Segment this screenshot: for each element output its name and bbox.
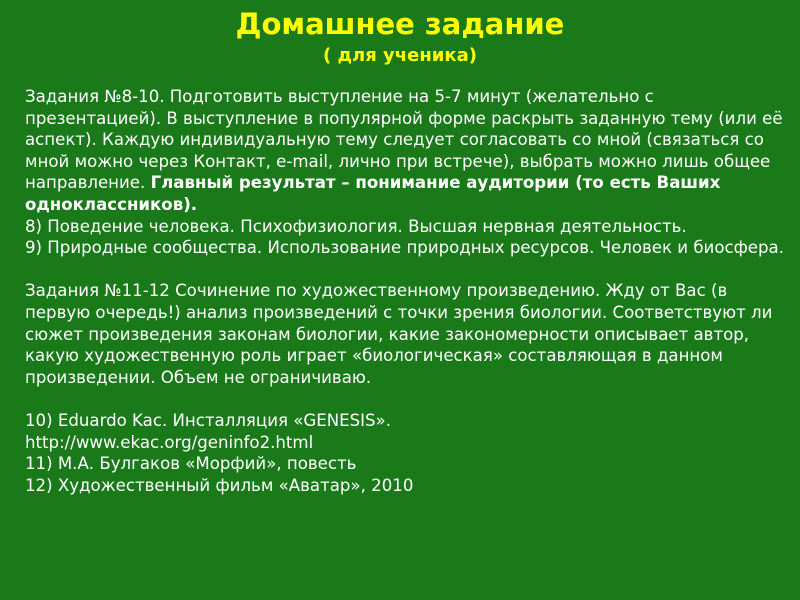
- tasks-8-10-text: Задания №8-10. Подготовить выступление на 5-7 минут (желательно с презентацией). В выступление в популярной форме раскрыть заданную тему (или её аспект). Каждую индивидуальную тему следует согласовать со мной (связаться со мной можно через Контакт, e-mail, лично при встрече), выбрать можно лишь общее направление.: [25, 87, 783, 193]
- tasks-11-12-text: Задания №11-12 Сочинение по художественному произведению. Жду от Вас (в первую очередь!) анализ произведений с точки зрения биологии. Соответствуют ли сюжет произведения законам биологии, какие закономерности описывает автор, какую художественную роль играет «биологическая» составляющая в данном произведении. Объем не ограничиваю.: [25, 281, 773, 387]
- list-item: 11) М.А. Булгаков «Морфий», повесть: [25, 454, 357, 474]
- list-item: 10) Eduardo Kac. Инсталляция «GENESIS».: [25, 410, 392, 430]
- spacer: [25, 388, 793, 410]
- genesis-link: http://www.ekac.org/geninfo2.html: [25, 432, 314, 452]
- slide-body: [25, 86, 793, 496]
- page-subtitle: ( для ученика): [323, 45, 477, 66]
- list-item: 12) Художественный фильм «Аватар», 2010: [25, 475, 414, 495]
- list-item: 9) Природные сообщества. Использование природных ресурсов. Человек и биосфера.: [25, 238, 784, 258]
- list-item: 8) Поведение человека. Психофизиология. Высшая нервная деятельность.: [25, 216, 687, 236]
- spacer: [25, 259, 793, 281]
- page-title: Домашнее задание: [235, 7, 565, 41]
- main-result-text: Главный результат – понимание аудитории (то есть Ваших одноклассников).: [25, 173, 721, 214]
- tasks-8-10-intro: [25, 86, 793, 216]
